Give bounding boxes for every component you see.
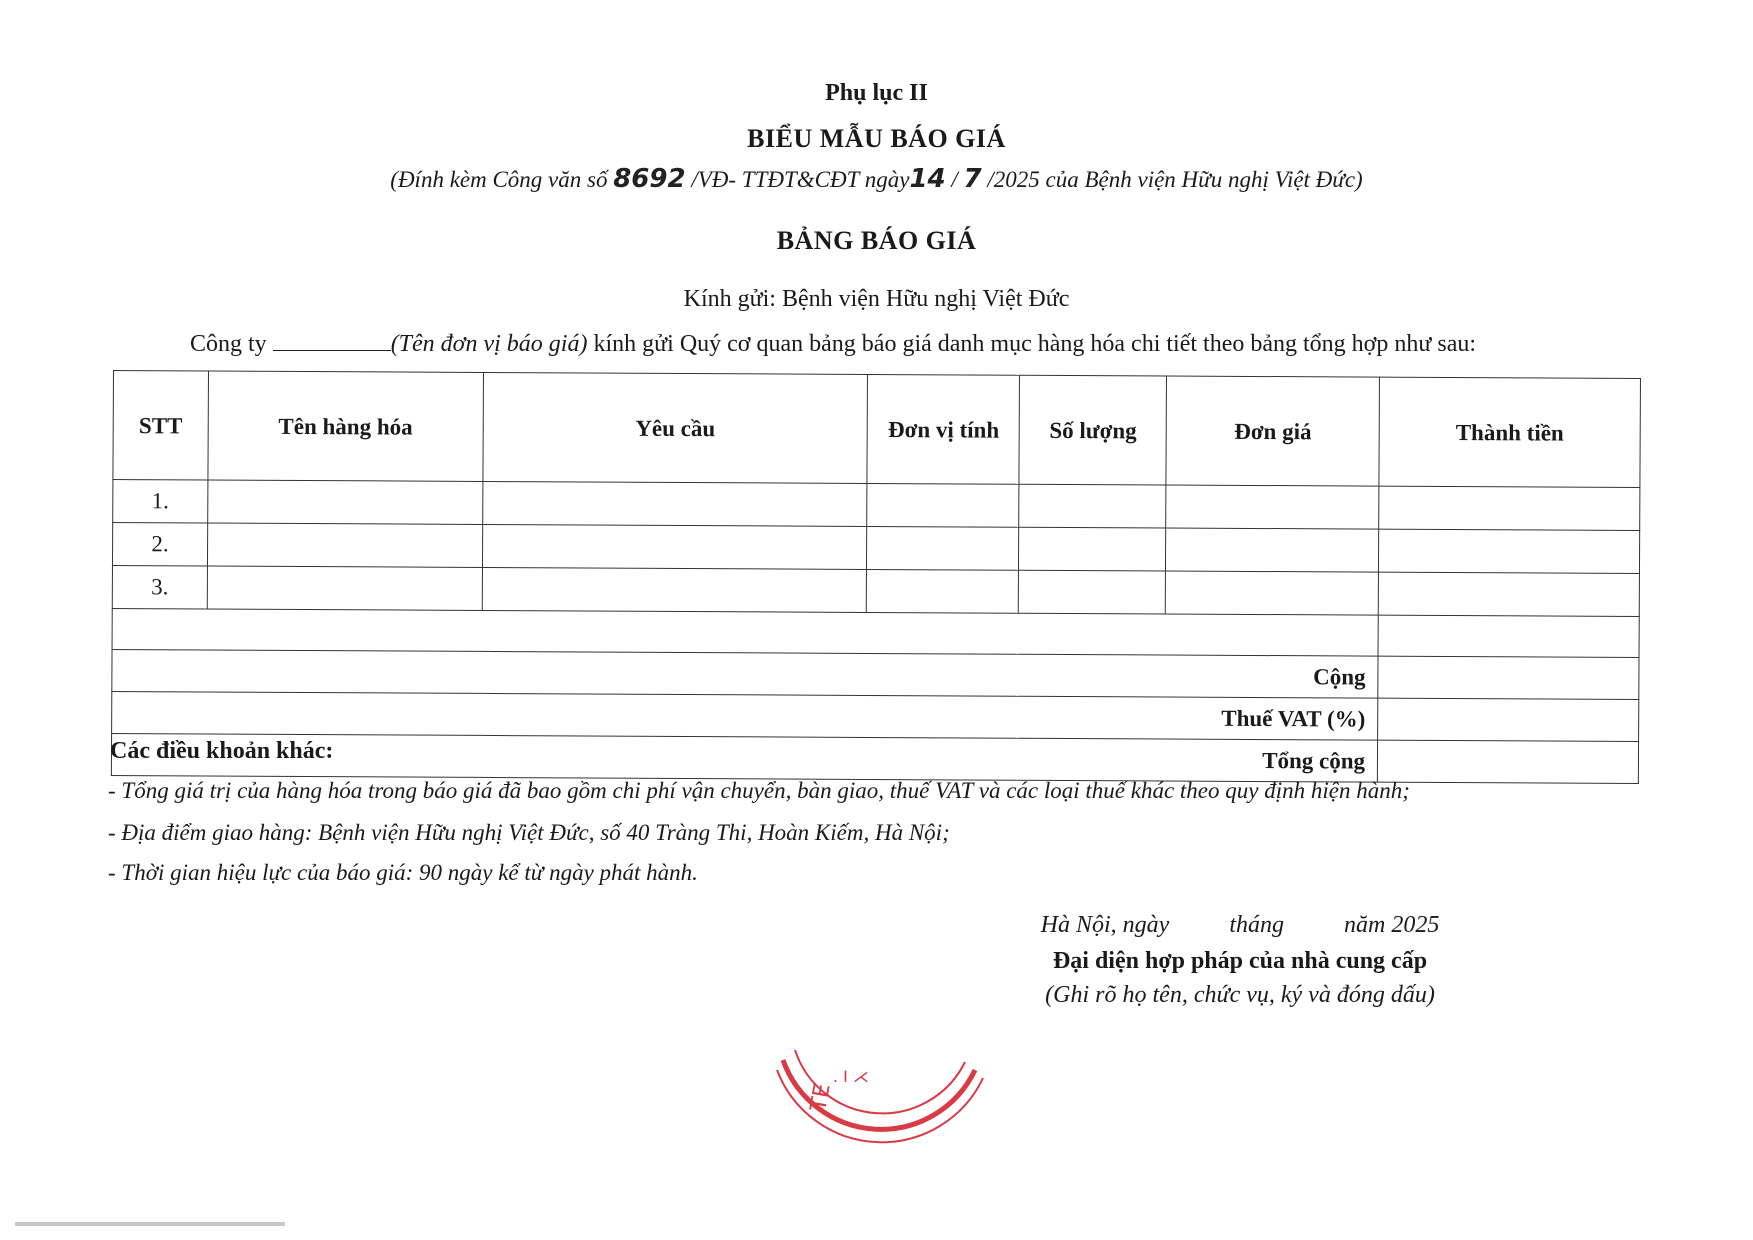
intro-placeholder: (Tên đơn vị báo giá) [390, 331, 588, 357]
blank-cell [112, 608, 1378, 656]
cell-unit[interactable] [867, 483, 1019, 527]
appendix-label: Phụ lục II [825, 80, 928, 106]
cell-amount[interactable] [1379, 486, 1640, 530]
cell-item-name[interactable] [208, 480, 483, 524]
cell-requirement[interactable] [482, 567, 867, 612]
form-title: BIỂU MẪU BÁO GIÁ [747, 124, 1006, 153]
signature-note: (Ghi rõ họ tên, chức vụ, ký và đóng dấu) [1045, 982, 1435, 1008]
table-title: BẢNG BÁO GIÁ [776, 226, 977, 255]
col-header-unit-price: Đơn giá [1166, 376, 1379, 486]
col-header-quantity: Số lượng [1019, 375, 1166, 485]
cell-unit-price[interactable] [1166, 528, 1379, 572]
term-item: - Tổng giá trị của hàng hóa trong báo giá đã bao gồm chi phí vận chuyển, bàn giao, thuế VAT và các loại thuế khác theo quy định hiện hành; [108, 778, 1410, 803]
cell-unit[interactable] [867, 526, 1019, 570]
grand-total-row [111, 733, 1638, 783]
col-header-amount: Thành tiền [1379, 377, 1640, 487]
month-handwritten: 7 [963, 164, 982, 194]
vat-value-cell[interactable] [1378, 698, 1639, 741]
col-header-item-name: Tên hàng hóa [208, 371, 483, 481]
scan-edge-line [15, 1222, 285, 1226]
svg-text:. I ⋌: . I ⋌ [833, 1067, 869, 1086]
row-number: 3. [112, 565, 207, 608]
blank-amount-cell[interactable] [1378, 615, 1639, 657]
cell-unit-price[interactable] [1166, 571, 1379, 615]
terms-title: Các điều khoản khác: [110, 738, 334, 764]
attach-suffix: /2025 của Bệnh viện Hữu nghị Việt Đức) [987, 167, 1363, 192]
cell-unit-price[interactable] [1166, 485, 1379, 529]
day-handwritten: 14 [909, 164, 946, 194]
cell-quantity[interactable] [1019, 570, 1166, 614]
place-date-label: Hà Nội, ngày [1040, 912, 1170, 938]
cell-item-name[interactable] [207, 523, 482, 567]
cell-amount[interactable] [1378, 572, 1639, 616]
cell-amount[interactable] [1379, 529, 1640, 573]
row-number: 1. [113, 480, 208, 523]
table-header-row [113, 371, 1641, 488]
cell-requirement[interactable] [482, 524, 867, 569]
representative-title: Đại diện hợp pháp của nhà cung cấp [1052, 948, 1428, 974]
svg-text:ТЕ: ТЕ [806, 1081, 836, 1114]
term-item: - Địa điểm giao hàng: Bệnh viện Hữu nghị Việt Đức, số 40 Tràng Thi, Hoàn Kiếm, Hà Nội; [108, 820, 950, 845]
subtotal-label: Cộng [112, 649, 1378, 698]
cell-quantity[interactable] [1019, 527, 1166, 571]
vat-label: Thuế VAT (%) [112, 691, 1378, 740]
col-header-requirement: Yêu cầu [483, 372, 868, 483]
col-header-stt: STT [113, 371, 209, 480]
doc-number-handwritten: 8692 [613, 164, 686, 194]
cell-requirement[interactable] [482, 481, 867, 526]
attach-mid: /VĐ- TTĐT&CĐT ngày [691, 167, 910, 192]
year-label: năm 2025 [1344, 912, 1440, 938]
intro-paragraph [190, 330, 1476, 358]
col-header-unit: Đơn vị tính [867, 374, 1019, 484]
intro-company: Công ty [190, 331, 267, 357]
red-stamp-partial [775, 1040, 995, 1160]
attach-prefix: (Đính kèm Công văn số [390, 167, 608, 192]
grand-total-value-cell[interactable] [1377, 740, 1638, 783]
cell-quantity[interactable] [1019, 484, 1166, 528]
row-number: 2. [112, 523, 207, 566]
cell-unit[interactable] [867, 569, 1019, 613]
grand-total-label: Tổng cộng [111, 733, 1377, 782]
company-name-blank [273, 330, 391, 351]
quote-table [111, 370, 1641, 784]
term-item: - Thời gian hiệu lực của báo giá: 90 ngày kể từ ngày phát hành. [108, 860, 698, 885]
signature-date-line [960, 912, 1520, 939]
recipient-line: Kính gửi: Bệnh viện Hữu nghị Việt Đức [683, 286, 1070, 312]
intro-rest: kính gửi Quý cơ quan bảng báo giá danh mục hàng hóa chi tiết theo bảng tổng hợp như sau: [593, 331, 1477, 357]
subtotal-value-cell[interactable] [1378, 656, 1639, 699]
month-label: tháng [1229, 912, 1284, 938]
attachment-line: (Đính kèm Công văn số 8692 /VĐ- TTĐT&CĐT ngày14 / 7 /2025 của Bệnh viện Hữu nghị Việt Đức) [390, 164, 1363, 194]
cell-item-name[interactable] [207, 566, 482, 610]
